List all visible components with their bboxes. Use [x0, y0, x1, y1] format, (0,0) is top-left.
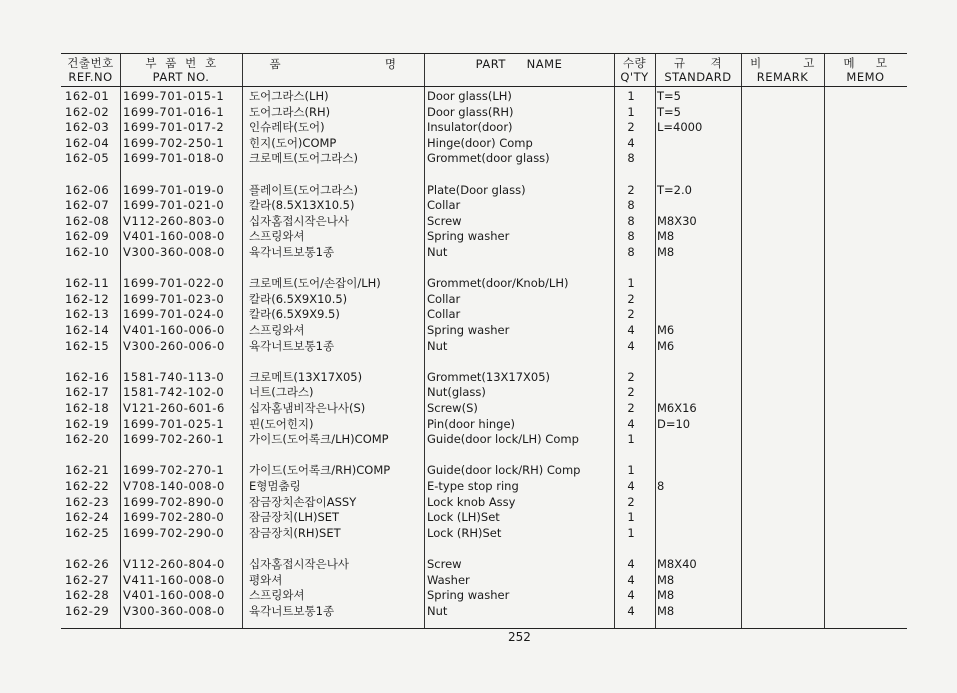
quantity: 2: [627, 120, 635, 135]
part-number: V300-360-008-0: [123, 245, 225, 259]
quantity: 4: [627, 323, 635, 337]
quantity: 4: [627, 135, 635, 150]
korean-name: 칼라(8.5X13X10.5): [249, 198, 355, 213]
standard: D=10: [657, 416, 691, 431]
standard: M8X30: [657, 213, 697, 228]
header-std-korean: 규 격: [673, 56, 723, 70]
quantity: 1: [627, 89, 635, 103]
part-number: V401-160-006-0: [123, 323, 225, 337]
ref-number: 162-16: [65, 369, 110, 384]
korean-name: 잠금장치(LH)SET: [249, 510, 340, 525]
quantity: 2: [627, 401, 635, 415]
table-row: [61, 276, 907, 291]
korean-name: 가이드(도어록크/RH)COMP: [249, 463, 391, 478]
ref-number: 162-08: [65, 213, 110, 228]
part-name: Nut: [427, 338, 448, 353]
ref-number: 162-02: [65, 104, 110, 119]
part-name: Collar: [427, 307, 461, 322]
table-row: [61, 463, 907, 478]
standard: L=4000: [657, 120, 703, 135]
ref-number: 162-24: [65, 510, 110, 525]
part-number: 1699-702-270-1: [123, 463, 225, 478]
ref-number: 162-03: [65, 120, 110, 135]
ref-number: 162-13: [65, 307, 110, 322]
part-name: Pin(door hinge): [427, 416, 516, 431]
quantity: 4: [627, 603, 635, 618]
header-remark-korean: 비 고: [750, 56, 815, 70]
header-qty-english: Q'TY: [620, 70, 649, 84]
part-name: Nut: [427, 603, 448, 618]
header-memo-korean: 메 모: [843, 56, 888, 70]
header-korean-name: [242, 54, 424, 86]
korean-name: 크로메트(13X17X05): [249, 369, 363, 384]
korean-name: 인슈레타(도어): [249, 120, 325, 135]
standard: M8: [657, 588, 675, 603]
korean-name: 칼라(6.5X9X10.5): [249, 291, 348, 306]
korean-name: 플레이트(도어그라스): [249, 182, 358, 197]
parts-table: [61, 53, 907, 629]
korean-name: 스프링와셔: [249, 229, 305, 244]
header-memo-english: MEMO: [846, 70, 885, 84]
header-ename-english: PART NAME: [475, 57, 563, 71]
quantity: 8: [627, 151, 635, 166]
table-row: [61, 479, 907, 494]
part-name: Door glass(LH): [427, 89, 512, 103]
ref-number: 162-19: [65, 416, 110, 431]
table-row: [61, 245, 907, 260]
part-name: Screw: [427, 213, 462, 228]
quantity: 1: [627, 510, 635, 525]
ref-number: 162-09: [65, 229, 110, 244]
korean-name: 스프링와셔: [249, 323, 305, 337]
table-row: [61, 136, 907, 151]
quantity: 4: [627, 416, 635, 431]
quantity: 2: [627, 291, 635, 306]
table-row: [61, 89, 907, 104]
header-remark-english: REMARK: [756, 70, 809, 84]
part-number: 1699-702-290-0: [123, 525, 225, 540]
korean-name: 십자홈접시작은나사: [249, 213, 349, 228]
standard: M6: [657, 323, 675, 337]
standard: M8: [657, 603, 675, 618]
part-number: 1581-740-113-0: [123, 369, 225, 384]
ref-number: 162-22: [65, 479, 110, 493]
header-ref-english: REF.NO: [68, 70, 113, 84]
header-part-english: PART NO.: [152, 70, 210, 84]
ref-number: 162-06: [65, 182, 110, 197]
part-name: Grommet(13X17X05): [427, 369, 551, 384]
ref-number: 162-05: [65, 151, 110, 166]
table-row: [61, 417, 907, 432]
header-ref: [61, 54, 120, 86]
table-row: [61, 432, 907, 447]
part-number: V401-160-008-0: [123, 588, 225, 603]
table-row: [61, 105, 907, 120]
header-part-no: [120, 54, 242, 86]
korean-name: 스프링와셔: [249, 588, 305, 603]
table-row: [61, 385, 907, 400]
standard: M8: [657, 229, 675, 244]
table-row: [61, 401, 907, 416]
part-name: Collar: [427, 291, 461, 306]
part-name: Insulator(door): [427, 120, 513, 135]
quantity: 2: [627, 182, 635, 197]
quantity: 8: [627, 213, 635, 228]
header-kname-korean: 품 명: [269, 57, 397, 71]
part-number: V300-360-008-0: [123, 603, 225, 618]
part-number: 1581-742-102-0: [123, 385, 225, 400]
part-number: 1699-702-890-0: [123, 494, 225, 509]
part-number: 1699-702-280-0: [123, 510, 225, 525]
quantity: 4: [627, 557, 635, 571]
korean-name: 너트(그라스): [249, 385, 314, 400]
ref-number: 162-21: [65, 463, 110, 478]
part-number: V401-160-008-0: [123, 229, 225, 244]
part-name: Collar: [427, 198, 461, 213]
quantity: 4: [627, 479, 635, 493]
korean-name: 힌지(도어)COMP: [249, 135, 337, 150]
table-row: [61, 292, 907, 307]
part-number: 1699-701-015-1: [123, 89, 225, 103]
table-row: [61, 339, 907, 354]
korean-name: 도어그라스(RH): [249, 104, 331, 119]
ref-number: 162-04: [65, 135, 110, 150]
part-name: Lock (RH)Set: [427, 525, 502, 540]
table-row: [61, 198, 907, 213]
table-row: [61, 214, 907, 229]
quantity: 4: [627, 338, 635, 353]
part-number: 1699-701-022-0: [123, 276, 225, 291]
ref-number: 162-20: [65, 432, 110, 447]
ref-number: 162-10: [65, 245, 110, 259]
standard: M8: [657, 245, 675, 259]
part-number: V112-260-803-0: [123, 213, 225, 228]
ref-number: 162-27: [65, 572, 110, 587]
korean-name: 도어그라스(LH): [249, 89, 329, 103]
table-row: [61, 604, 907, 619]
korean-name: 잠금장치손잡이ASSY: [249, 494, 357, 509]
quantity: 4: [627, 588, 635, 603]
ref-number: 162-17: [65, 385, 110, 400]
quantity: 2: [627, 385, 635, 400]
ref-number: 162-28: [65, 588, 110, 603]
header-qty: [614, 54, 655, 86]
table-row: [61, 495, 907, 510]
page-number: 252: [508, 630, 531, 644]
table-row: [61, 229, 907, 244]
korean-name: 십자홈냄비작은나사(S): [249, 401, 366, 415]
korean-name: 칼라(6.5X9X9.5): [249, 307, 340, 322]
korean-name: 평와셔: [249, 572, 283, 587]
korean-name: 육각너트보통1종: [249, 245, 335, 259]
header-part-name: [424, 54, 614, 86]
part-number: 1699-701-019-0: [123, 182, 225, 197]
part-number: 1699-702-250-1: [123, 135, 225, 150]
header-divider: [61, 86, 907, 87]
ref-number: 162-25: [65, 525, 110, 540]
ref-number: 162-15: [65, 338, 110, 353]
table-row: [61, 151, 907, 166]
standard: T=5: [657, 89, 681, 103]
part-name: Spring washer: [427, 323, 510, 337]
part-name: Hinge(door) Comp: [427, 135, 533, 150]
korean-name: 가이드(도어록크/LH)COMP: [249, 432, 389, 447]
part-name: Nut: [427, 245, 448, 259]
table-row: [61, 120, 907, 135]
quantity: 8: [627, 229, 635, 244]
part-number: 1699-701-024-0: [123, 307, 225, 322]
part-name: Grommet(door glass): [427, 151, 550, 166]
quantity: 1: [627, 525, 635, 540]
part-number: V411-160-008-0: [123, 572, 225, 587]
standard: 8: [657, 479, 665, 493]
part-name: Plate(Door glass): [427, 182, 526, 197]
part-name: Spring washer: [427, 588, 510, 603]
korean-name: 핀(도어힌지): [249, 416, 314, 431]
part-number: 1699-701-016-1: [123, 104, 225, 119]
header-memo: [824, 54, 907, 86]
quantity: 1: [627, 463, 635, 478]
quantity: 1: [627, 104, 635, 119]
part-name: Grommet(door/Knob/LH): [427, 276, 569, 291]
ref-number: 162-12: [65, 291, 110, 306]
part-number: 1699-701-018-0: [123, 151, 225, 166]
ref-number: 162-29: [65, 603, 110, 618]
part-number: V121-260-601-6: [123, 401, 225, 415]
part-number: 1699-701-025-1: [123, 416, 225, 431]
standard: T=2.0: [657, 182, 692, 197]
korean-name: 십자홈접시작은나사: [249, 557, 349, 571]
korean-name: E형멈춤링: [249, 479, 301, 493]
ref-number: 162-18: [65, 401, 110, 415]
table-row: [61, 510, 907, 525]
part-name: Washer: [427, 572, 470, 587]
part-number: 1699-701-023-0: [123, 291, 225, 306]
part-name: Screw(S): [427, 401, 478, 415]
part-name: Nut(glass): [427, 385, 486, 400]
part-number: V708-140-008-0: [123, 479, 225, 493]
quantity: 2: [627, 307, 635, 322]
part-name: Lock (LH)Set: [427, 510, 500, 525]
part-name: Door glass(RH): [427, 104, 514, 119]
part-name: Guide(door lock/RH) Comp: [427, 463, 581, 478]
table-row: [61, 370, 907, 385]
table-row: [61, 526, 907, 541]
part-number: V300-260-006-0: [123, 338, 225, 353]
part-name: Screw: [427, 557, 462, 571]
header-ref-korean: 건출번호: [67, 56, 114, 70]
table-row: [61, 323, 907, 338]
quantity: 1: [627, 276, 635, 291]
ref-number: 162-14: [65, 323, 110, 337]
standard: M6: [657, 338, 675, 353]
standard: M8: [657, 572, 675, 587]
header-std-english: STANDARD: [664, 70, 732, 84]
header-remark: [741, 54, 824, 86]
part-number: 1699-701-017-2: [123, 120, 225, 135]
header-standard: [655, 54, 741, 86]
ref-number: 162-26: [65, 557, 110, 571]
part-name: Lock knob Assy: [427, 494, 516, 509]
quantity: 8: [627, 198, 635, 213]
quantity: 1: [627, 432, 635, 447]
ref-number: 162-11: [65, 276, 110, 291]
ref-number: 162-07: [65, 198, 110, 213]
part-number: 1699-702-260-1: [123, 432, 225, 447]
table-row: [61, 307, 907, 322]
standard: M8X40: [657, 557, 697, 571]
part-name: Spring washer: [427, 229, 510, 244]
table-row: [61, 588, 907, 603]
quantity: 4: [627, 572, 635, 587]
table-row: [61, 183, 907, 198]
part-number: 1699-701-021-0: [123, 198, 225, 213]
standard: T=5: [657, 104, 681, 119]
part-name: E-type stop ring: [427, 479, 519, 493]
korean-name: 잠금장치(RH)SET: [249, 525, 341, 540]
korean-name: 육각너트보통1종: [249, 603, 335, 618]
korean-name: 크로메트(도어그라스): [249, 151, 358, 166]
table-row: [61, 573, 907, 588]
quantity: 2: [627, 494, 635, 509]
quantity: 2: [627, 369, 635, 384]
standard: M6X16: [657, 401, 697, 415]
korean-name: 육각너트보통1종: [249, 338, 335, 353]
part-number: V112-260-804-0: [123, 557, 225, 571]
part-name: Guide(door lock/LH) Comp: [427, 432, 579, 447]
table-row: [61, 557, 907, 572]
ref-number: 162-01: [65, 89, 110, 103]
header-qty-korean: 수량: [622, 56, 647, 70]
ref-number: 162-23: [65, 494, 110, 509]
korean-name: 크로메트(도어/손잡이/LH): [249, 276, 381, 291]
header-part-korean: 부 품 번 호: [145, 56, 217, 70]
quantity: 8: [627, 245, 635, 259]
